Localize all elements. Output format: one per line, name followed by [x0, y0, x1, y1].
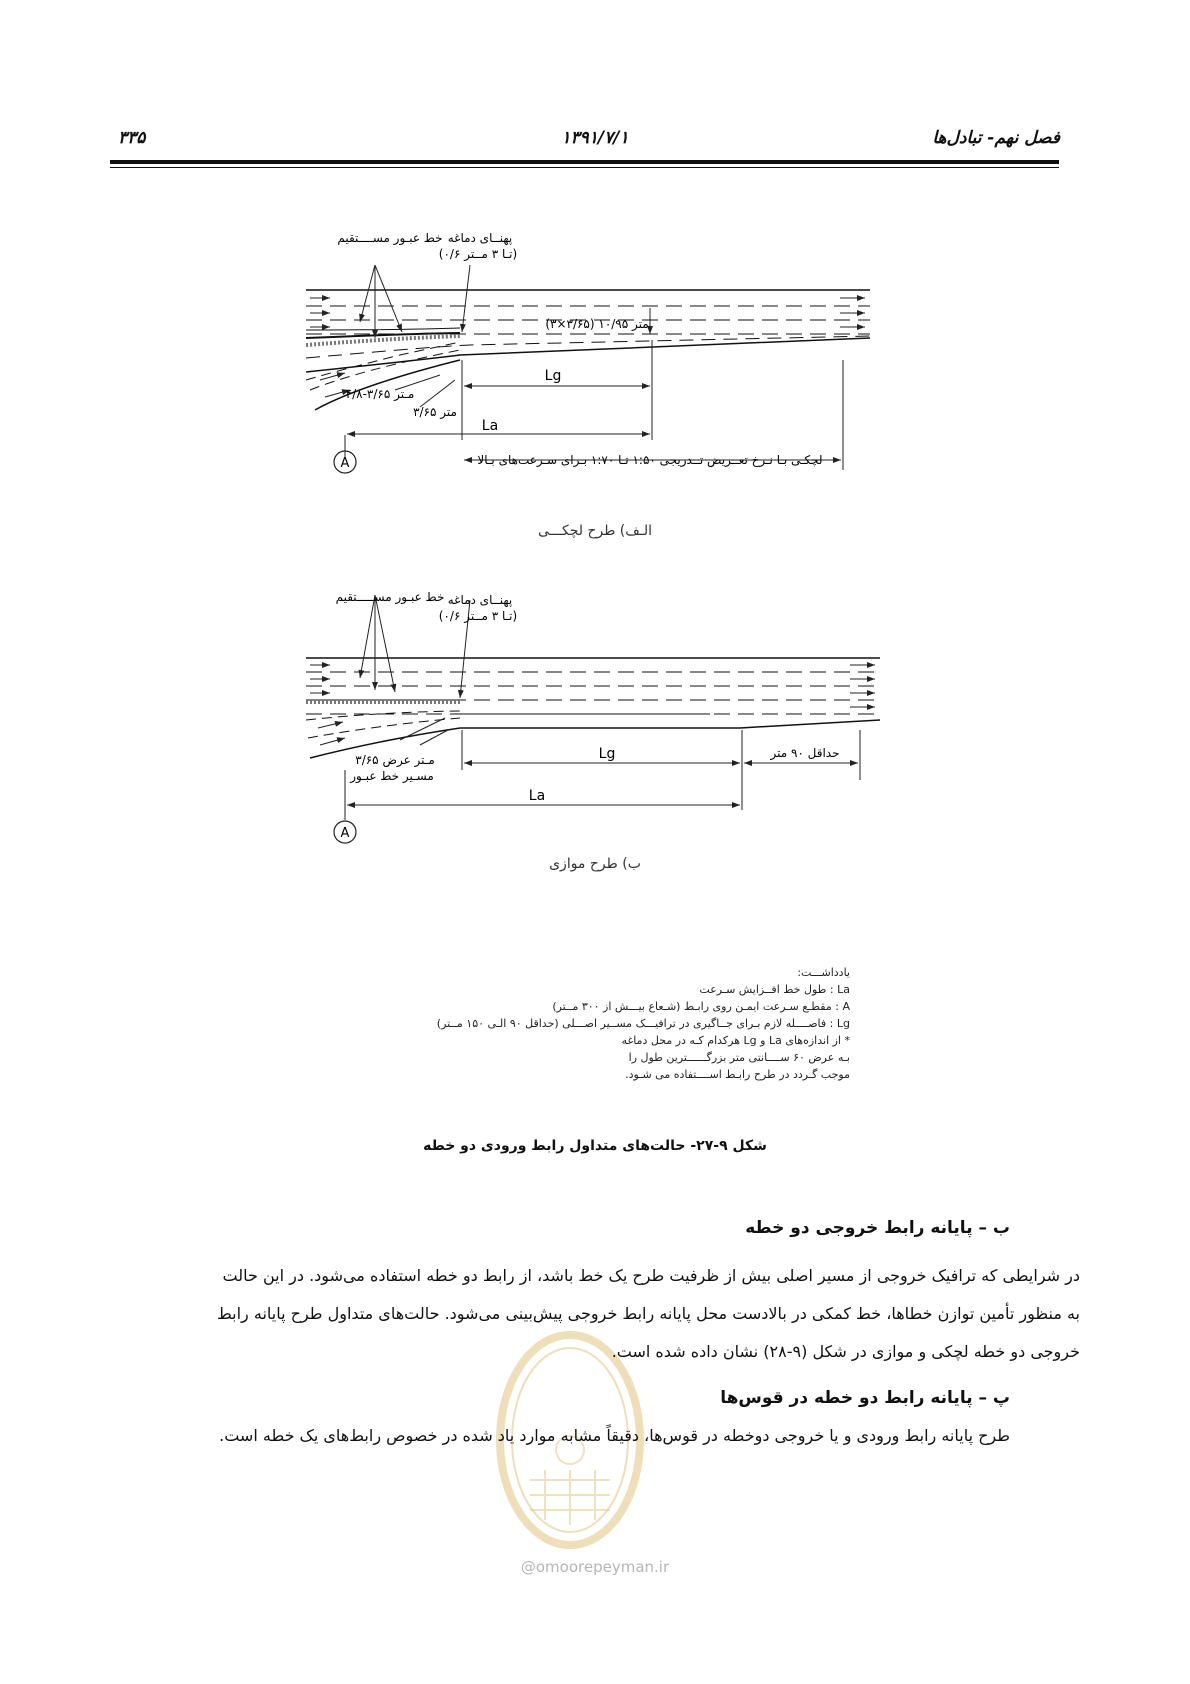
notes-lg: Lg : فاصــــله لازم بـرای جــاگیری در ترافیـــک مســیر اصـــلی (حداقل ۹۰ الـی ۱۵۰ مــتر) [436, 1017, 850, 1030]
header-rule-thick [110, 160, 1059, 164]
fig-a-nose-width-label-2: (۰/۶ تـا ۳ مــتر) [438, 247, 518, 261]
running-date: ۱۳۹۱/۷/۱ [561, 128, 629, 148]
figure-a-caption: الـف) طرح لچکـــی [537, 523, 653, 539]
section-b-line-2: به منظور تأمین توازن خطاها، خط کمکی در بالادست محل پایانه رابط خروجی پیش‌بینی می‌شود. حالت‌های متداول طرح پایانه رابط [216, 1304, 1080, 1323]
figure-b-caption: ب) طرح موازی [549, 856, 641, 872]
fig-a-taper-label: لچکـی بـا نـرخ تعــریض تــدریجی ۱:۵۰ تـا ۱:۷۰ بـرای سـرعت‌های بـالا [477, 453, 823, 467]
page-number: ۳۳۵ [118, 128, 146, 148]
figure-notes [437, 964, 850, 1083]
fig-b-min-length-label: حداقل ۹۰ متر [770, 746, 840, 760]
notes-la: La : طول خط افــزایش سـرعت [699, 983, 850, 996]
notes-star-3: موجب گـردد در طرح رابـط اســــتفاده می شـود. [625, 1068, 850, 1081]
notes-star-1: * از اندازه‌های La و Lg هرکدام کـه در محل دماغه [621, 1034, 850, 1047]
section-p-heading: پ – پایانه رابط دو خطه در قوس‌ها [720, 1388, 1010, 1408]
fig-b-nose-width-label-2: (۰/۶ تـا ۳ مــتر) [438, 609, 518, 623]
fig-b-lane-width-label-2: مسـیر خط عبـور [350, 769, 434, 783]
section-b-line-1: در شرایطی که ترافیک خروجی از مسیر اصلی بیش از ظرفیت طرح یک خط باشد، از رابط دو خطه استفاده می‌شود. در این حالت [222, 1266, 1080, 1285]
fig-a-ramp-width-label: ۴/۸-۳/۶۵ مـتر [345, 387, 415, 401]
section-b-paragraph [130, 1257, 1080, 1371]
section-p-paragraph: طرح پایانه رابط ورودی و یا خروجی دوخطه در قوس‌ها، دقیقاً مشابه موارد یاد شده در خصوص رابط‌های یک خطه است. [219, 1426, 1010, 1445]
fig-a-lane-width-label: ۳/۶۵ متر [413, 405, 457, 419]
fig-b-through-lane-label: خط عبـور مســـــتقیم [335, 590, 445, 604]
fig-b-lane-width-label-1: ۳/۶۵ مـتر عرض [355, 753, 435, 767]
figure-caption: شکل ۹-۲۷- حالت‌های متداول رابط ورودی دو خطه [423, 1138, 767, 1154]
notes-a: A : مقطـع سـرعت ایمـن روی رابـط (شـعاع بیـــش از ۳۰۰ مــتر) [552, 1000, 850, 1013]
fig-b-la-label: La [528, 788, 546, 804]
notes-star-2: بـه عرض ۶۰ ســــانتی متر بزرگــــــترین طول را [628, 1051, 850, 1064]
figure-b-parallel-diagram [0, 580, 1190, 850]
fig-a-la-label: La [481, 418, 499, 434]
fig-b-nose-width-label-1: پهنــای دماغه [447, 593, 513, 607]
figure-a-taper-diagram [0, 200, 1190, 520]
fig-b-point-a-label: A [340, 826, 350, 841]
notes-title: یادداشـــت: [797, 966, 850, 979]
header-rule-thin [110, 167, 1059, 168]
section-b-heading: ب – پایانه رابط خروجی دو خطه [745, 1218, 1010, 1238]
running-chapter-title: فصل نهم- تبادل‌ها [932, 128, 1060, 148]
fig-a-through-lane-label: خط عبـور مســــتقیم [337, 231, 443, 245]
watermark-site: @omoorepeyman.ir [520, 1558, 670, 1576]
fig-a-nose-width-label-1: پهنــای دماغه [447, 231, 513, 245]
fig-b-lg-label: Lg [598, 746, 616, 762]
section-b-line-3: خروجی دو خطه لچکی و موازی در شکل (۹-۲۸) نشان داده شده است. [611, 1342, 1080, 1361]
fig-a-lg-label: Lg [544, 368, 562, 384]
fig-a-point-a-label: A [340, 456, 350, 471]
fig-a-main-width-label: (۳×۳/۶۵) ۱۰/۹۵ متر [545, 317, 649, 331]
